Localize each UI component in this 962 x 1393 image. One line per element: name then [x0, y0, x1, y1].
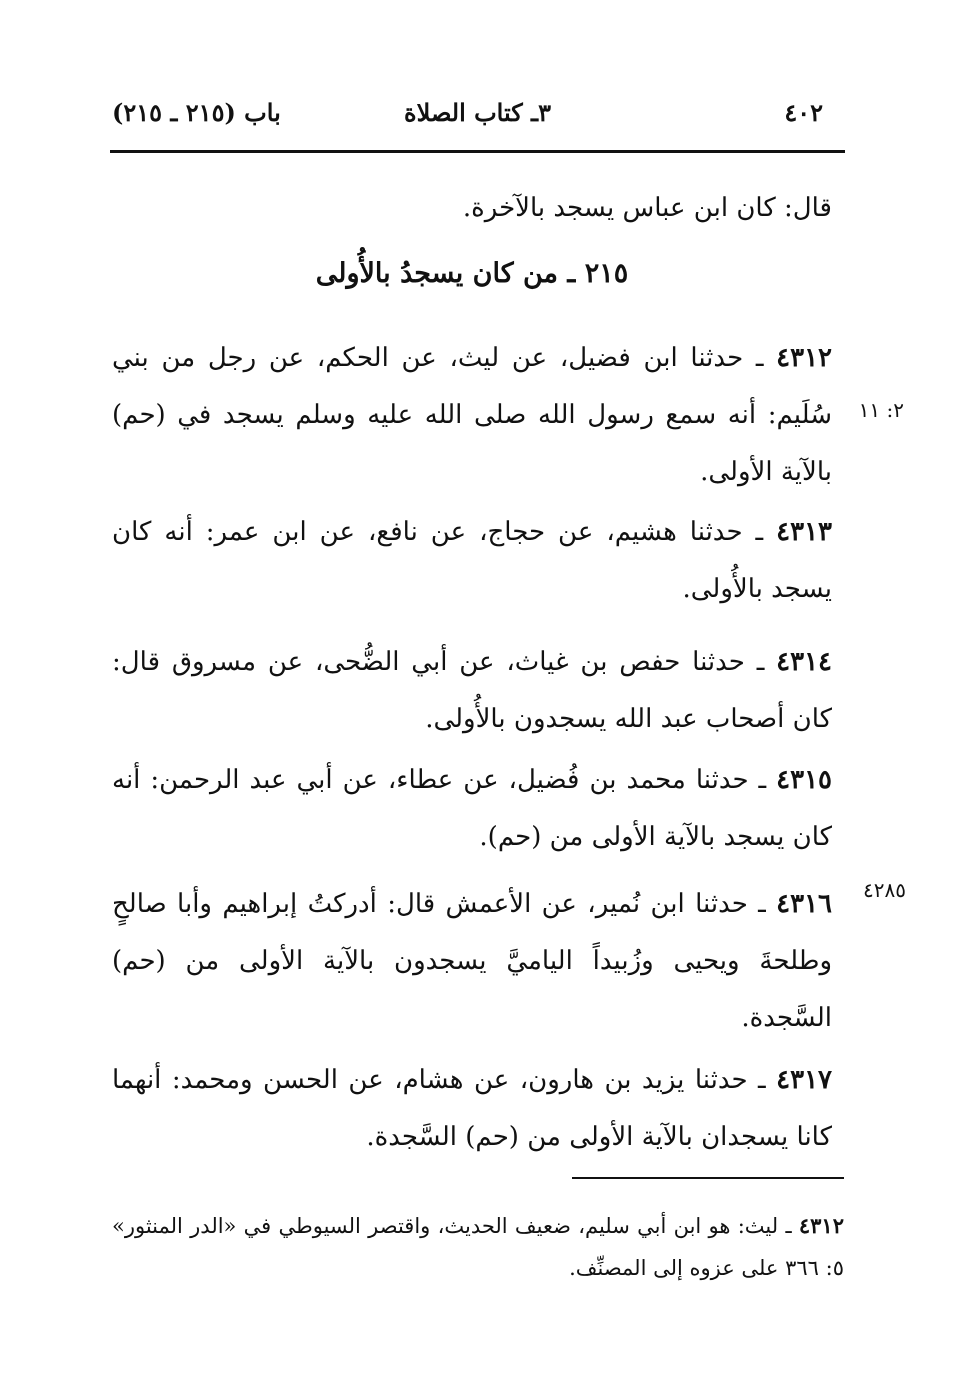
header-rule [110, 150, 845, 153]
hadith-text: ـ حدثنا هشيم، عن حجاج، عن نافع، عن ابن عمر: أنه كان يسجد بالأُولى. [112, 517, 832, 604]
section-title: ٢١٥ ـ من كان يسجدُ بالأُولى [315, 258, 629, 289]
hadith-number: ٤٣١٣ [776, 517, 832, 547]
hadith-text: ـ حدثنا محمد بن فُضيل، عن عطاء، عن أبي عبد الرحمن: أنه كان يسجد بالآية الأولى من (حم). [112, 765, 832, 852]
hadith-4314 [112, 634, 832, 748]
page-number: ٤٠٢ [784, 98, 823, 127]
hadith-text: ـ حدثنا حفص بن غياث، عن أبي الضُّحى، عن مسروق قال: كان أصحاب عبد الله يسجدون بالأُولى. [112, 647, 832, 734]
footnote-rule [572, 1177, 844, 1179]
hadith-text: ـ حدثنا يزيد بن هارون، عن هشام، عن الحسن ومحمد: أنهما كانا يسجدان بالآية الأولى من (حم) السَّجدة. [112, 1065, 832, 1152]
page-header [110, 98, 845, 138]
hadith-number: ٤٣١٤ [776, 647, 832, 677]
book-title: ٣ـ كتاب الصلاة [404, 98, 551, 127]
chapter-range: باب (٢١٥ ـ ٢١٥) [112, 98, 281, 127]
margin-reference: ٢: ١١ [858, 398, 904, 422]
footnote-number: ٤٣١٢ [798, 1213, 844, 1238]
footnote-text: ـ ليث: هو ابن أبي سليم، ضعيف الحديث، واقتصر السيوطي في «الدر المنثور» ٥: ٣٦٦ على عزوه إلى المصنِّف. [112, 1214, 844, 1280]
intro-text: قال: كان ابن عباس يسجد بالآخرة. [462, 193, 832, 223]
hadith-number: ٤٣١٦ [776, 889, 832, 919]
hadith-4312 [112, 330, 832, 501]
hadith-text: ـ حدثنا ابن فضيل، عن ليث، عن الحكم، عن رجل من بني سُلَيم: أنه سمع رسول الله صلى الله عليه وسلم يسجد في (حم) بالآية الأولى. [112, 343, 832, 487]
hadith-4315 [112, 752, 832, 866]
footnote [112, 1205, 844, 1289]
hadith-number: ٤٣١٧ [776, 1065, 832, 1095]
hadith-text: ـ حدثنا ابن نُمير، عن الأعمش قال: أدركتُ إبراهيم وأبا صالحٍ وطلحةَ ويحيى وزُبيداً الياميَّ يسجدون بالآية الأولى من (حم) السَّجدة. [112, 889, 832, 1033]
hadith-4313 [112, 504, 832, 618]
intro-paragraph [112, 180, 832, 237]
hadith-number: ٤٣١٢ [776, 343, 832, 373]
margin-reference: ٤٢٨٥ [863, 878, 906, 902]
hadith-number: ٤٣١٥ [776, 765, 832, 795]
hadith-4316 [112, 876, 832, 1047]
hadith-4317 [112, 1052, 832, 1166]
